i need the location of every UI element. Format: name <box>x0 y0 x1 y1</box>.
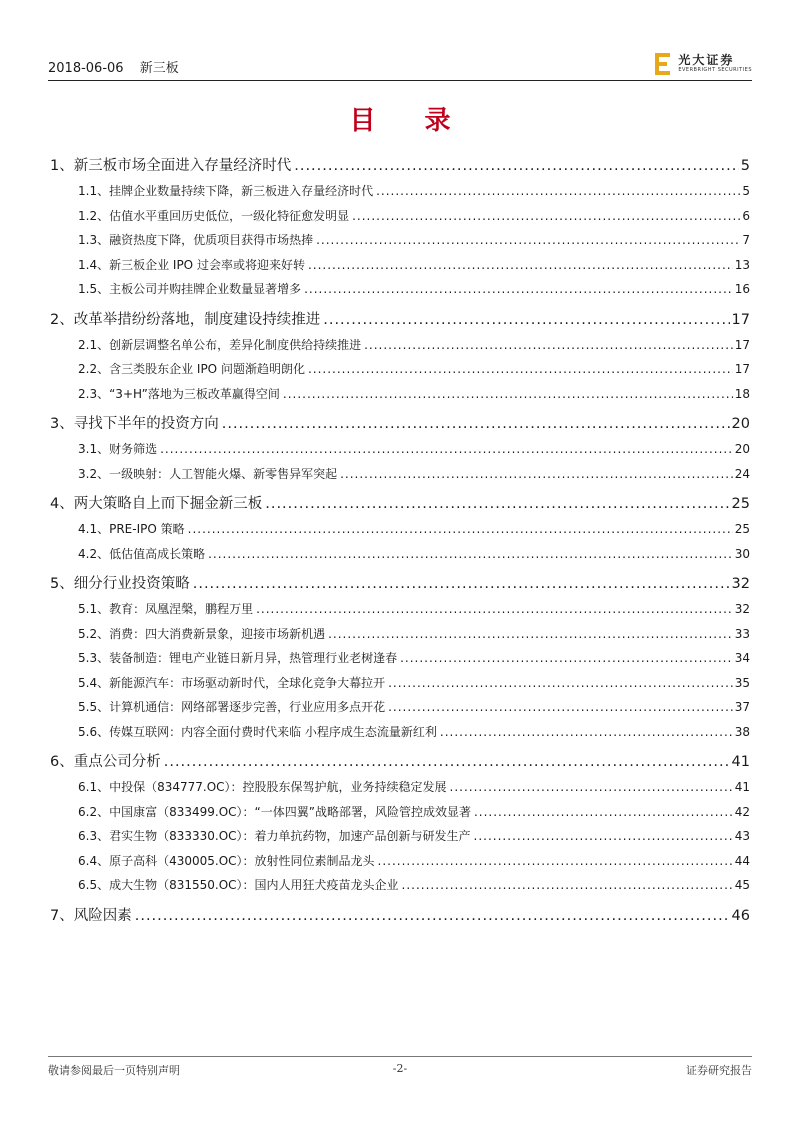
toc-entry-number: 2.3、 <box>78 386 110 401</box>
toc-entry-title: “3+H”落地为三板改革赢得空间 <box>109 386 280 401</box>
toc-entry-page: 30 <box>734 546 750 561</box>
toc-leader-dots <box>378 849 733 874</box>
toc-entry-number: 2.1、 <box>78 337 110 352</box>
toc-entry-page: 42 <box>734 804 750 819</box>
toc-entry-number: 6.3、 <box>78 829 110 843</box>
footer-report-type: 证券研究报告 <box>686 1064 752 1077</box>
toc-entry-number: 3、 <box>50 416 74 432</box>
page-number: -2- <box>392 1062 408 1075</box>
toc-entry-title: 创新层调整名单公布，差异化制度供给持续推进 <box>109 337 362 352</box>
toc-entry-title: 含三类股东企业 IPO 问题渐趋明朗化 <box>109 362 305 376</box>
toc-entry-page: 32 <box>734 602 750 616</box>
logo-english-name: EVERBRIGHT SECURITIES <box>678 67 752 73</box>
toc-chapter-entry[interactable] <box>50 153 750 179</box>
toc-section-entry[interactable] <box>50 824 750 849</box>
toc-section-entry[interactable] <box>50 277 750 302</box>
toc-entry-number: 2.2、 <box>78 362 110 376</box>
toc-leader-dots <box>316 228 740 253</box>
toc-section-entry[interactable] <box>50 597 750 622</box>
toc-entry-number: 1.2、 <box>78 208 110 223</box>
toc-entry-number: 4、 <box>50 496 74 512</box>
toc-entry-page: 25 <box>734 522 750 536</box>
toc-entry-title: 中国康富（833499.OC）：“一体四翼”战略部署，风险管控成效显著 <box>109 804 471 819</box>
toc-entry-title: 传媒互联网：内容全面付费时代来临 小程序成生态流量新红利 <box>109 724 437 739</box>
toc-entry-page: 24 <box>734 466 750 481</box>
toc-section-entry[interactable] <box>50 720 750 745</box>
toc-entry-number: 5.2、 <box>78 626 110 641</box>
toc-entry-page: 20 <box>734 442 750 456</box>
toc-chapter-entry[interactable] <box>50 903 750 929</box>
toc-chapter-entry[interactable] <box>50 307 750 333</box>
toc-section-entry[interactable] <box>50 800 750 825</box>
toc-section-entry[interactable] <box>50 775 750 800</box>
toc-leader-dots <box>256 597 733 622</box>
toc-entry-number: 4.1、 <box>78 522 110 536</box>
page-header <box>48 48 752 81</box>
toc-entry-title: 新三板企业 IPO 过会率或将迎来好转 <box>109 257 305 272</box>
toc-leader-dots <box>440 720 733 745</box>
toc-entry-number: 1.1、 <box>78 184 110 198</box>
toc-section-entry[interactable] <box>50 622 750 647</box>
everbright-logo-icon <box>655 53 672 75</box>
toc-entry-number: 5、 <box>50 576 74 592</box>
toc-entry-number: 6、 <box>50 754 74 770</box>
toc-section-entry[interactable] <box>50 542 750 567</box>
toc-chapter-entry[interactable] <box>50 749 750 775</box>
toc-entry-number: 4.2、 <box>78 546 110 561</box>
toc-leader-dots <box>402 873 733 898</box>
toc-entry-page: 16 <box>734 282 750 296</box>
toc-entry-page: 38 <box>734 724 750 739</box>
toc-entry-title: 挂牌企业数量持续下降，新三板进入存量经济时代 <box>109 184 374 198</box>
toc-leader-dots <box>474 824 733 849</box>
toc-entry-page: 35 <box>734 675 750 690</box>
toc-entry-number: 1.4、 <box>78 257 110 272</box>
toc-entry-number: 3.1、 <box>78 442 110 456</box>
toc-section-entry[interactable] <box>50 179 750 204</box>
toc-entry-page: 25 <box>731 496 750 512</box>
toc-leader-dots <box>294 153 739 179</box>
toc-entry-number: 2、 <box>50 311 74 328</box>
footer-disclaimer: 敬请参阅最后一页特别声明 <box>48 1064 180 1077</box>
toc-entry-page: 5 <box>742 184 750 198</box>
toc-section-entry[interactable] <box>50 646 750 671</box>
toc-entry-page: 34 <box>734 651 750 665</box>
page-title: 目 录 <box>349 106 471 136</box>
toc-entry-page: 7 <box>742 233 750 247</box>
toc-entry-page: 32 <box>731 576 750 592</box>
toc-leader-dots <box>323 307 729 333</box>
toc-leader-dots <box>193 571 730 597</box>
toc-entry-page: 41 <box>734 780 750 794</box>
toc-leader-dots <box>474 800 733 825</box>
toc-entry-page: 18 <box>734 386 750 401</box>
toc-entry-page: 46 <box>731 907 750 924</box>
toc-entry-title: 计算机通信：网络部署逐步完善，行业应用多点开花 <box>109 700 386 714</box>
toc-entry-title: 中投保（834777.OC）：控股股东保驾护航，业务持续稳定发展 <box>109 780 447 794</box>
header-meta <box>48 57 191 76</box>
toc-leader-dots <box>135 903 730 929</box>
toc-leader-dots <box>376 179 740 204</box>
toc-entry-page: 17 <box>734 337 750 352</box>
toc-leader-dots <box>364 333 733 358</box>
toc-chapter-entry[interactable] <box>50 571 750 597</box>
toc-section-entry[interactable] <box>50 462 750 487</box>
toc-entry-number: 7、 <box>50 907 74 924</box>
toc-entry-title: 寻找下半年的投资方向 <box>73 416 219 432</box>
toc-section-entry[interactable] <box>50 357 750 382</box>
toc-entry-number: 5.4、 <box>78 675 110 690</box>
table-of-contents <box>50 148 750 929</box>
toc-entry-title: 改革举措纷纷落地，制度建设持续推进 <box>73 311 321 328</box>
toc-entry-title: 低估值高成长策略 <box>109 546 206 561</box>
toc-leader-dots <box>352 204 740 229</box>
toc-leader-dots <box>265 491 729 517</box>
toc-entry-page: 20 <box>731 416 750 432</box>
toc-entry-page: 44 <box>734 853 750 868</box>
toc-entry-number: 1.3、 <box>78 233 110 247</box>
toc-entry-title: 一级映射：人工智能火爆、新零售异军突起 <box>109 466 338 481</box>
toc-entry-title: 消费：四大消费新景象，迎接市场新机遇 <box>109 626 326 641</box>
report-category: 新三板 <box>139 61 179 76</box>
toc-section-entry[interactable] <box>50 382 750 407</box>
toc-leader-dots <box>308 357 733 382</box>
toc-entry-title: 重点公司分析 <box>73 754 161 770</box>
toc-entry-page: 6 <box>742 208 750 223</box>
toc-chapter-entry[interactable] <box>50 491 750 517</box>
toc-leader-dots <box>308 253 733 278</box>
toc-section-entry[interactable] <box>50 695 750 720</box>
toc-entry-number: 5.1、 <box>78 602 110 616</box>
toc-entry-title: 成大生物（831550.OC）：国内人用狂犬疫苗龙头企业 <box>109 878 399 892</box>
toc-leader-dots <box>328 622 733 647</box>
toc-entry-title: 教育：凤凰涅槃，鹏程万里 <box>109 602 254 616</box>
toc-entry-title: 装备制造：锂电产业链日新月异，热管理行业老树逢春 <box>109 651 398 665</box>
toc-entry-number: 6.1、 <box>78 780 110 794</box>
toc-leader-dots <box>208 542 733 567</box>
logo-chinese-name: 光大证券 <box>678 53 735 67</box>
toc-entry-title: 细分行业投资策略 <box>73 576 190 592</box>
toc-entry-number: 6.2、 <box>78 804 110 819</box>
toc-entry-number: 5.3、 <box>78 651 110 665</box>
toc-leader-dots <box>450 775 733 800</box>
toc-section-entry[interactable] <box>50 517 750 542</box>
toc-leader-dots <box>164 749 730 775</box>
toc-leader-dots <box>188 517 733 542</box>
toc-chapter-entry[interactable] <box>50 411 750 437</box>
everbright-logo <box>655 53 752 75</box>
toc-section-entry[interactable] <box>50 333 750 358</box>
toc-section-entry[interactable] <box>50 437 750 462</box>
toc-entry-title: 财务筛选 <box>109 442 158 456</box>
toc-section-entry[interactable] <box>50 671 750 696</box>
toc-entry-title: 估值水平重回历史低位，一级化特征愈发明显 <box>109 208 350 223</box>
toc-entry-page: 17 <box>734 362 750 376</box>
toc-leader-dots <box>400 646 733 671</box>
toc-entry-number: 1.5、 <box>78 282 110 296</box>
toc-section-entry[interactable] <box>50 204 750 229</box>
toc-entry-page: 5 <box>740 158 750 174</box>
toc-leader-dots <box>222 411 730 437</box>
toc-entry-page: 17 <box>731 311 750 328</box>
toc-entry-title: 融资热度下降，优质项目获得市场热捧 <box>109 233 314 247</box>
toc-entry-number: 6.4、 <box>78 853 110 868</box>
toc-entry-title: 新能源汽车：市场驱动新时代，全球化竞争大幕拉开 <box>109 675 386 690</box>
toc-section-entry[interactable] <box>50 873 750 898</box>
toc-entry-page: 43 <box>734 829 750 843</box>
toc-leader-dots <box>340 462 733 487</box>
toc-section-entry[interactable] <box>50 253 750 278</box>
toc-entry-number: 1、 <box>50 158 74 174</box>
toc-entry-page: 41 <box>731 754 750 770</box>
toc-entry-title: 主板公司并购挂牌企业数量显著增多 <box>109 282 302 296</box>
toc-leader-dots <box>304 277 733 302</box>
toc-leader-dots <box>160 437 733 462</box>
toc-entry-number: 5.5、 <box>78 700 110 714</box>
toc-entry-title: 君实生物（833330.OC）：着力单抗药物，加速产品创新与研发生产 <box>109 829 471 843</box>
toc-entry-number: 3.2、 <box>78 466 110 481</box>
toc-leader-dots <box>388 671 733 696</box>
page-footer <box>48 1056 752 1081</box>
toc-entry-title: 原子高科（430005.OC）：放射性同位素制品龙头 <box>109 853 375 868</box>
toc-section-entry[interactable] <box>50 228 750 253</box>
toc-entry-number: 5.6、 <box>78 724 110 739</box>
toc-entry-title: 新三板市场全面进入存量经济时代 <box>73 158 292 174</box>
toc-leader-dots <box>388 695 733 720</box>
report-date: 2018-06-06 <box>48 61 124 76</box>
toc-entry-title: 风险因素 <box>73 907 132 924</box>
toc-section-entry[interactable] <box>50 849 750 874</box>
toc-entry-title: PRE-IPO 策略 <box>109 522 185 536</box>
toc-entry-page: 45 <box>734 878 750 892</box>
toc-entry-page: 13 <box>734 257 750 272</box>
toc-entry-page: 33 <box>734 626 750 641</box>
toc-entry-number: 6.5、 <box>78 878 110 892</box>
toc-leader-dots <box>283 382 733 407</box>
toc-entry-title: 两大策略自上而下掘金新三板 <box>73 496 263 512</box>
toc-entry-page: 37 <box>734 700 750 714</box>
